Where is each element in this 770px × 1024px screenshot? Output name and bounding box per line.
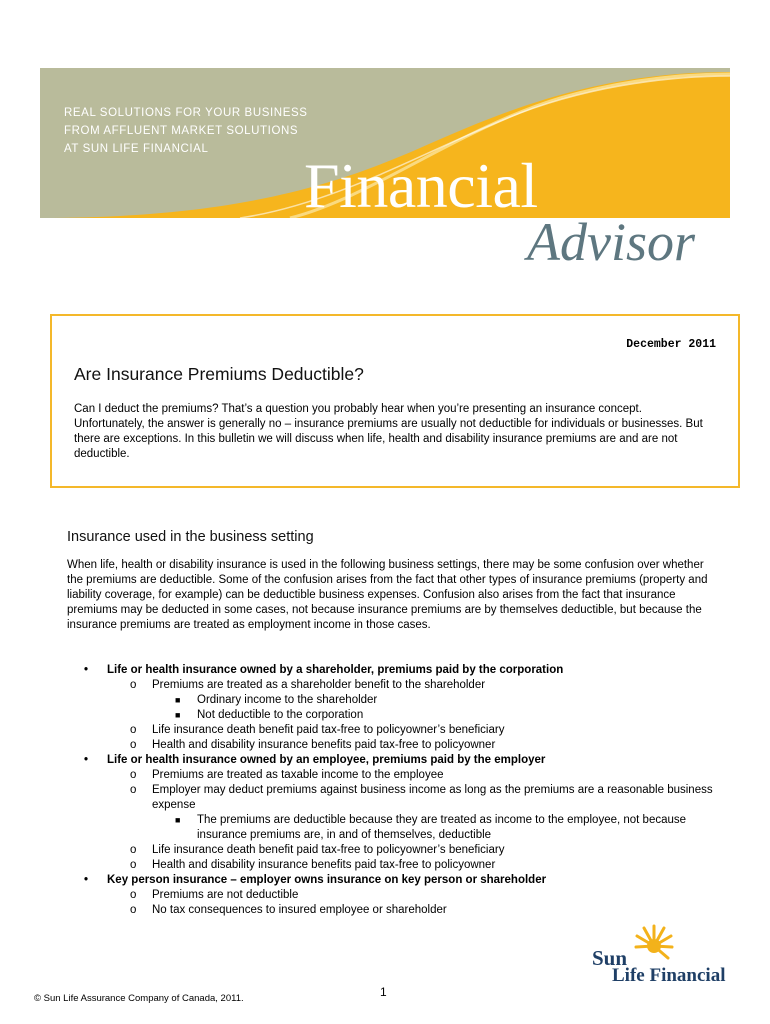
list-item-text: Life insurance death benefit paid tax-free to policyowner’s beneficiary <box>152 844 505 856</box>
list-item <box>67 873 717 888</box>
tagline-line: FROM AFFLUENT MARKET SOLUTIONS <box>64 125 299 137</box>
sun-icon <box>624 922 674 966</box>
bullet-marker: o <box>130 784 137 796</box>
list-item <box>67 708 717 723</box>
bullet-marker: o <box>130 904 137 916</box>
list-item <box>67 903 717 918</box>
bullet-marker: o <box>130 679 137 691</box>
section-paragraph: When life, health or disability insurance is used in the following business settings, there may be some confusion over whether the premiums are deductible. Some of the confusion arises from the fact that other types of insurance premiums (property and liability coverage, for example) can be deductible business expenses. Confusion also arises from the fact that insurance premiums may be deducted in some cases, not because insurance premiums are by themselves deductible, but because the insurance premiums are treated as employment income in those cases. <box>67 559 708 631</box>
bullet-marker: • <box>84 664 89 676</box>
list-item-text: Life or health insurance owned by an employee, premiums paid by the employer <box>107 754 546 766</box>
list-item-text: Life insurance death benefit paid tax-free to policyowner’s beneficiary <box>152 724 505 736</box>
list-item-text: Premiums are treated as taxable income to the employee <box>152 769 444 781</box>
intro-paragraph: Can I deduct the premiums? That’s a question you probably hear when you’re presenting an insurance concept. Unfortunately, the answer is generally no – insurance premiums are usually not deductible for individuals or businesses. But there are exceptions. In this bulletin we will discuss when life, health and disability insurance premiums are and are not deductible. <box>74 403 703 460</box>
bullet-marker: o <box>130 889 137 901</box>
masthead-title-financial: Financial <box>304 150 538 221</box>
sun-life-logo <box>588 922 738 992</box>
list-item-text: Not deductible to the corporation <box>197 709 364 721</box>
logo-text-life-financial: Life Financial <box>612 965 726 986</box>
tagline-line: AT SUN LIFE FINANCIAL <box>64 143 209 155</box>
list-item <box>67 843 717 858</box>
list-item-text: Life or health insurance owned by a shareholder, premiums paid by the corporation <box>107 664 564 676</box>
bullet-marker: ■ <box>175 710 181 720</box>
list-item-text: No tax consequences to insured employee or shareholder <box>152 904 447 916</box>
bullet-marker: • <box>84 754 89 766</box>
list-item-text: The premiums are deductible because they are treated as income to the employee, not because insurance premiums are, in and of themselves, deductible <box>197 814 687 841</box>
section-heading: Insurance used in the business setting <box>67 529 314 545</box>
list-item <box>67 738 717 753</box>
list-item-text: Employer may deduct premiums against business income as long as the premiums are a reasonable business expense <box>152 784 713 811</box>
list-item-text: Ordinary income to the shareholder <box>197 694 378 706</box>
list-item <box>67 813 717 843</box>
article-title: Are Insurance Premiums Deductible? <box>74 364 364 384</box>
bullet-marker: • <box>84 874 89 886</box>
list-item-text: Health and disability insurance benefits paid tax-free to policyowner <box>152 739 496 751</box>
list-item <box>67 693 717 708</box>
list-item <box>67 678 717 693</box>
list-item-text: Key person insurance – employer owns insurance on key person or shareholder <box>107 874 547 886</box>
list-item <box>67 663 717 678</box>
page-number: 1 <box>380 985 387 999</box>
bullet-marker: ■ <box>175 695 181 705</box>
bullet-marker: o <box>130 844 137 856</box>
bullet-marker: o <box>130 769 137 781</box>
intro-box <box>50 314 740 488</box>
bullet-marker: o <box>130 739 137 751</box>
issue-date: December 2011 <box>626 338 716 351</box>
bullet-marker: o <box>130 859 137 871</box>
bullet-list <box>67 663 717 918</box>
list-item-text: Premiums are treated as a shareholder benefit to the shareholder <box>152 679 486 691</box>
list-item-text: Health and disability insurance benefits paid tax-free to policyowner <box>152 859 496 871</box>
tagline-line: REAL SOLUTIONS FOR YOUR BUSINESS <box>64 107 308 119</box>
banner-tagline <box>64 104 308 158</box>
list-item <box>67 768 717 783</box>
list-item <box>67 753 717 768</box>
footer-copyright: © Sun Life Assurance Company of Canada, 2011. <box>34 993 244 1004</box>
list-item <box>67 888 717 903</box>
bullet-marker: o <box>130 724 137 736</box>
list-item-text: Premiums are not deductible <box>152 889 299 901</box>
bullet-marker: ■ <box>175 815 181 825</box>
list-item <box>67 858 717 873</box>
list-item <box>67 783 717 813</box>
logo-text-sun: Sun <box>592 946 628 970</box>
masthead-title-advisor: Advisor <box>527 212 695 272</box>
list-item <box>67 723 717 738</box>
